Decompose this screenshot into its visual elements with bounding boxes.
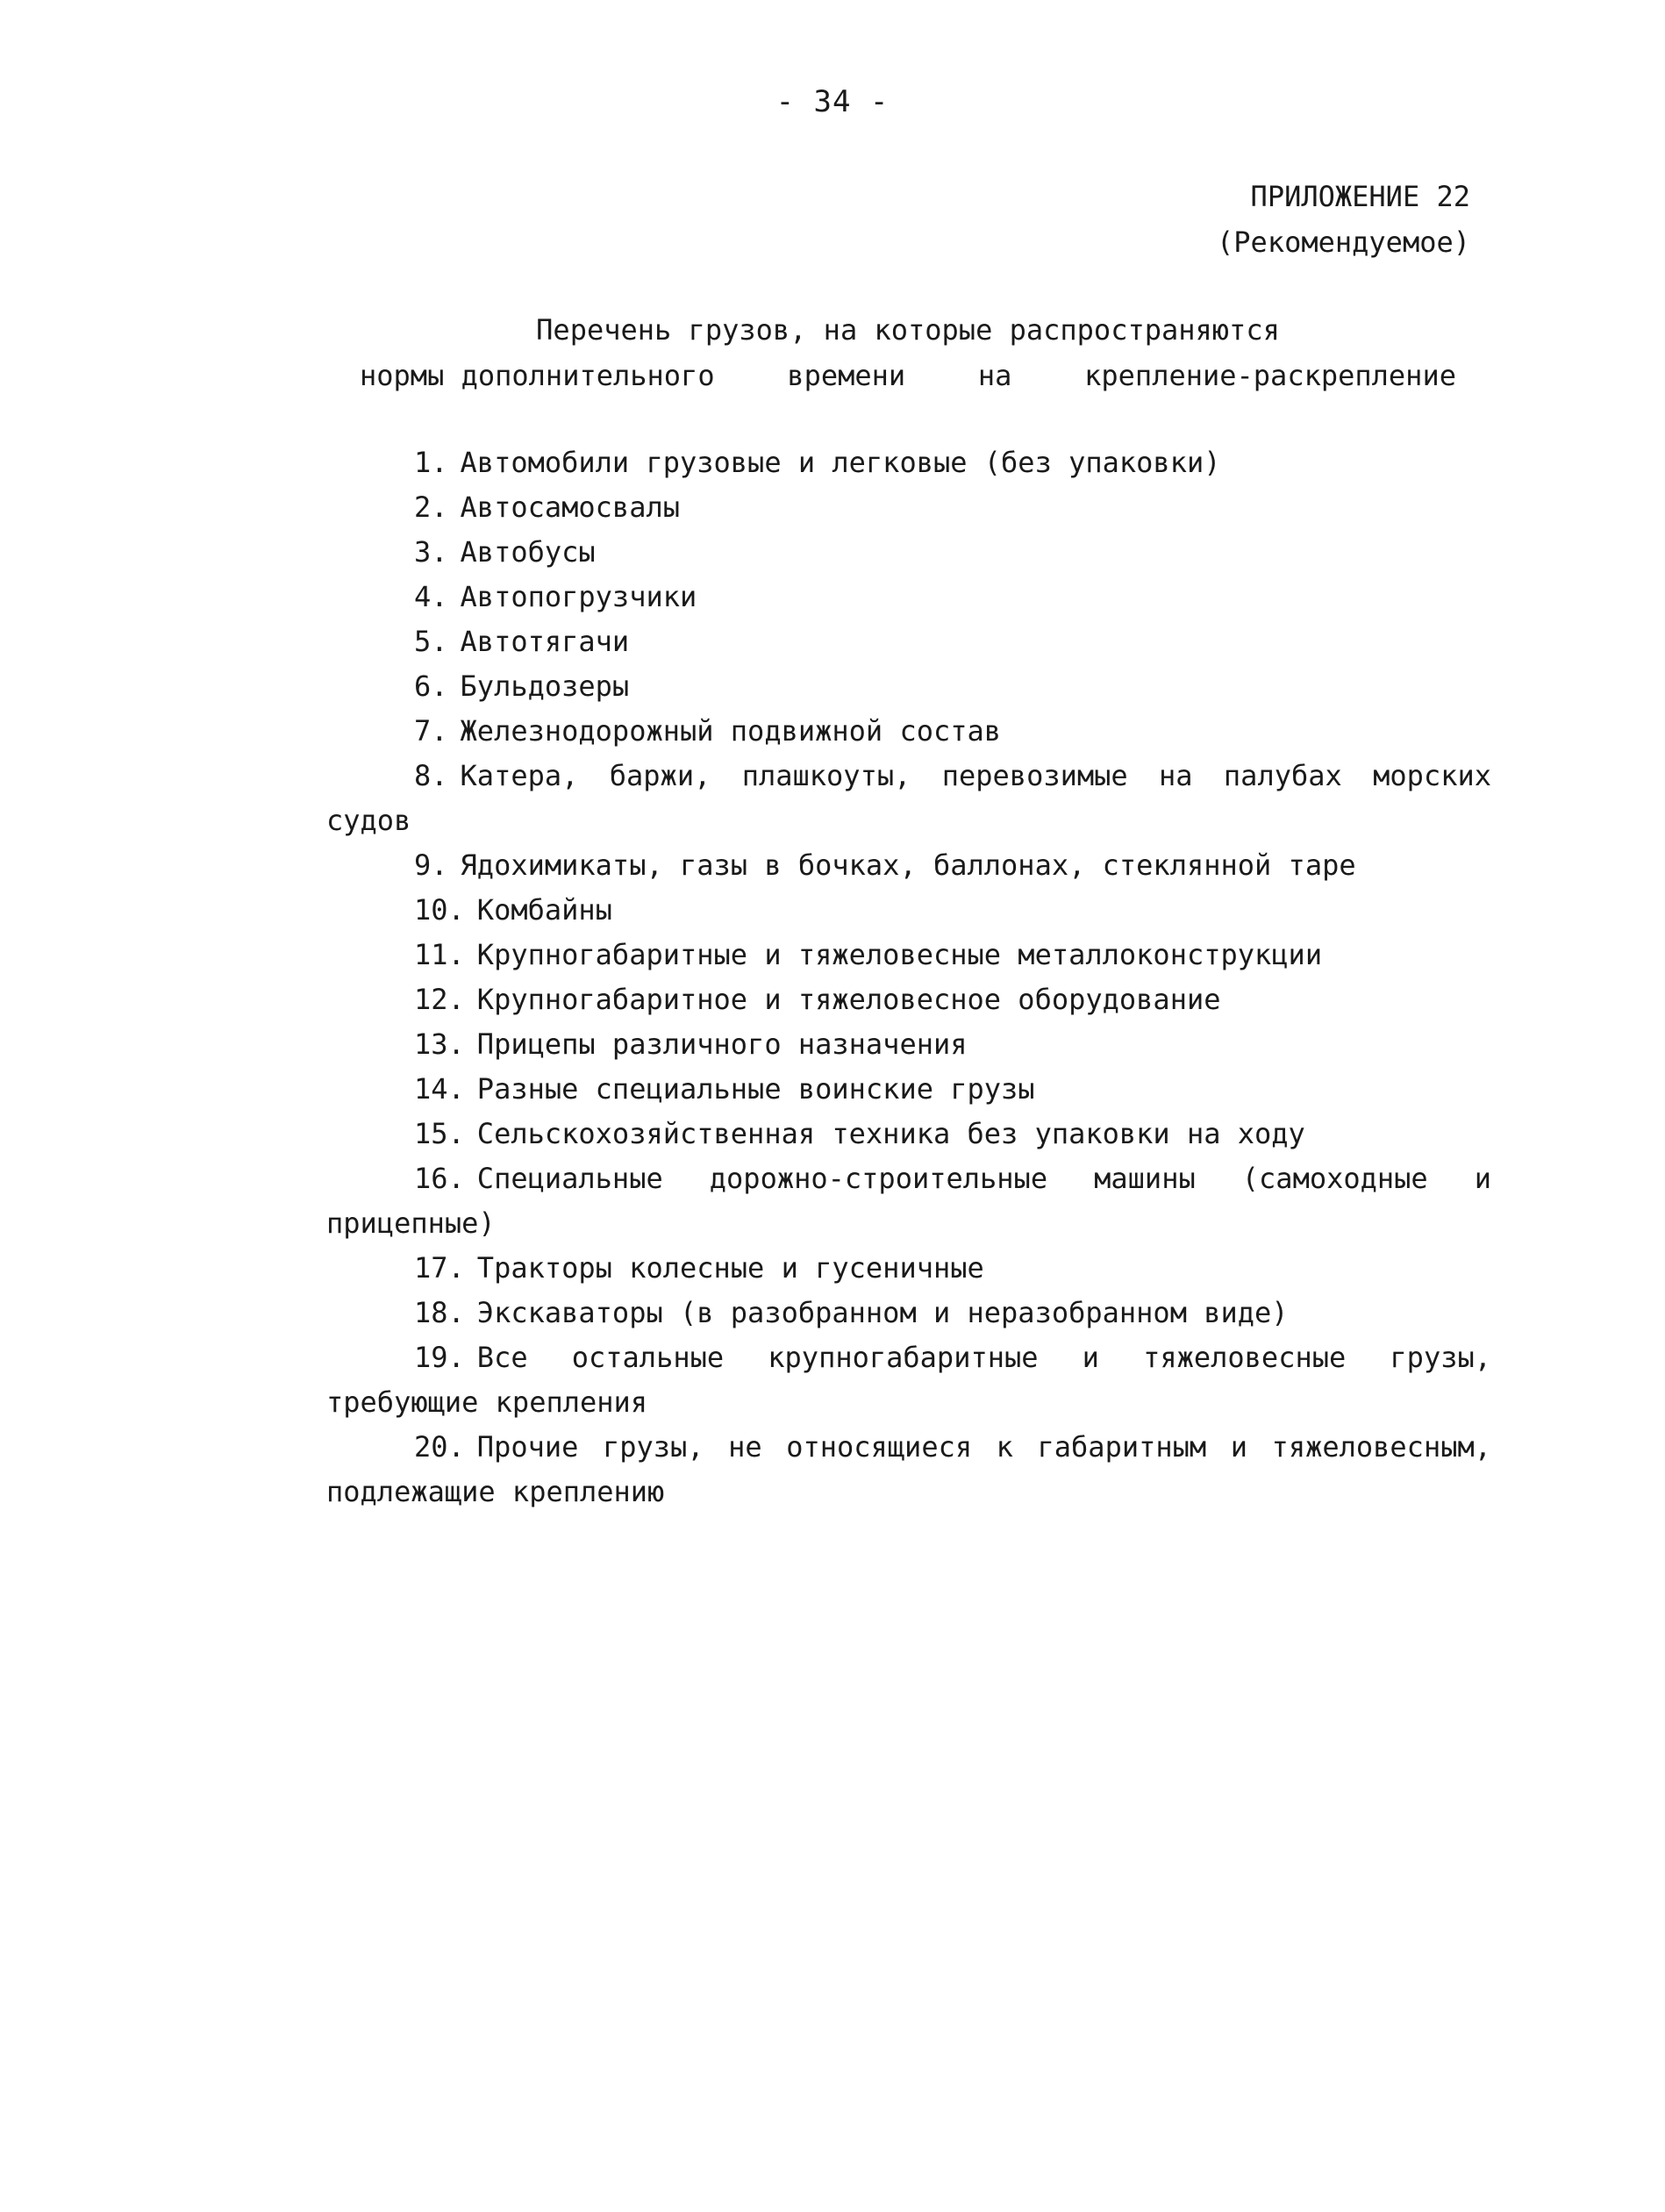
item-number: 2. — [414, 490, 448, 524]
item-number: 1. — [414, 446, 448, 479]
item-text: Сельскохозяйственная техника без упаковки на ходу — [476, 1117, 1305, 1150]
item-text: Автопогрузчики — [460, 580, 697, 613]
item-text: Крупногабаритное и тяжеловесное оборудование — [476, 983, 1221, 1016]
item-text: Экскаваторы (в разобранном и неразобранном виде) — [476, 1296, 1289, 1329]
item-number: 19. — [414, 1341, 465, 1374]
item-text: Бульдозеры — [460, 669, 630, 703]
list-item — [326, 1246, 1491, 1291]
appendix-label: ПРИЛОЖЕНИЕ 22 — [1250, 180, 1470, 213]
item-text: Комбайны — [476, 893, 612, 927]
item-text: Тракторы колесные и гусеничные — [476, 1251, 984, 1285]
document-title — [325, 307, 1491, 398]
title-word: времени — [787, 359, 906, 392]
item-text: Автобусы — [460, 535, 596, 569]
page-number: - 34 - — [775, 84, 890, 119]
item-text: Прицепы различного назначения — [476, 1027, 968, 1061]
list-item — [326, 1022, 1491, 1067]
item-number: 14. — [414, 1072, 465, 1106]
list-item — [326, 575, 1491, 619]
item-number: 20. — [414, 1430, 465, 1464]
list-item — [326, 1291, 1491, 1335]
item-text: Автотягачи — [460, 625, 630, 658]
item-text: Специальные дорожно-строительные машины (самоходные и прицепные) — [326, 1162, 1491, 1240]
list-item — [326, 1425, 1491, 1514]
item-number: 7. — [414, 714, 448, 748]
list-item — [326, 530, 1491, 575]
list-item — [326, 1067, 1491, 1112]
list-item — [326, 933, 1491, 977]
item-number: 15. — [414, 1117, 465, 1150]
list-item — [326, 664, 1491, 709]
list-item — [326, 709, 1491, 754]
item-number: 17. — [414, 1251, 465, 1285]
list-item — [326, 1335, 1491, 1425]
item-number: 12. — [414, 983, 465, 1016]
title-word: нормы дополнительного — [360, 359, 715, 392]
item-number: 13. — [414, 1027, 465, 1061]
title-word: крепление-раскрепление — [1084, 359, 1456, 392]
item-number: 18. — [414, 1296, 465, 1329]
item-number: 4. — [414, 580, 448, 613]
list-item — [326, 1112, 1491, 1156]
item-text: Катера, баржи, плашкоуты, перевозимые на палубах морских судов — [326, 759, 1491, 837]
appendix-status: (Рекомендуемое) — [1217, 225, 1470, 259]
item-number: 16. — [414, 1162, 465, 1195]
item-text: Прочие грузы, не относящиеся к габаритным и тяжеловесным, подлежащие креплению — [326, 1430, 1491, 1508]
item-number: 9. — [414, 848, 448, 882]
item-number: 11. — [414, 938, 465, 971]
item-text: Ядохимикаты, газы в бочках, баллонах, стеклянной таре — [460, 848, 1356, 882]
title-line-2 — [325, 353, 1491, 398]
item-text: Все остальные крупногабаритные и тяжеловесные грузы, требующие крепления — [326, 1341, 1491, 1419]
cargo-list — [326, 440, 1491, 1514]
title-line-1: Перечень грузов, на которые распространяются — [536, 313, 1280, 347]
list-item — [326, 754, 1491, 843]
item-number: 10. — [414, 893, 465, 927]
list-item — [326, 977, 1491, 1022]
list-item — [326, 888, 1491, 933]
list-item — [326, 1156, 1491, 1246]
item-number: 3. — [414, 535, 448, 569]
list-item — [326, 619, 1491, 664]
list-item — [326, 843, 1491, 888]
item-number: 8. — [414, 759, 448, 792]
title-word: на — [977, 359, 1012, 392]
list-item — [326, 440, 1491, 485]
item-text: Автомобили грузовые и легковые (без упаковки) — [460, 446, 1221, 479]
item-text: Железнодорожный подвижной состав — [460, 714, 1002, 748]
appendix-header — [1217, 174, 1470, 265]
item-number: 5. — [414, 625, 448, 658]
item-text: Крупногабаритные и тяжеловесные металлоконструкции — [476, 938, 1323, 971]
list-item — [326, 485, 1491, 530]
item-number: 6. — [414, 669, 448, 703]
item-text: Автосамосвалы — [460, 490, 680, 524]
item-text: Разные специальные воинские грузы — [476, 1072, 1035, 1106]
